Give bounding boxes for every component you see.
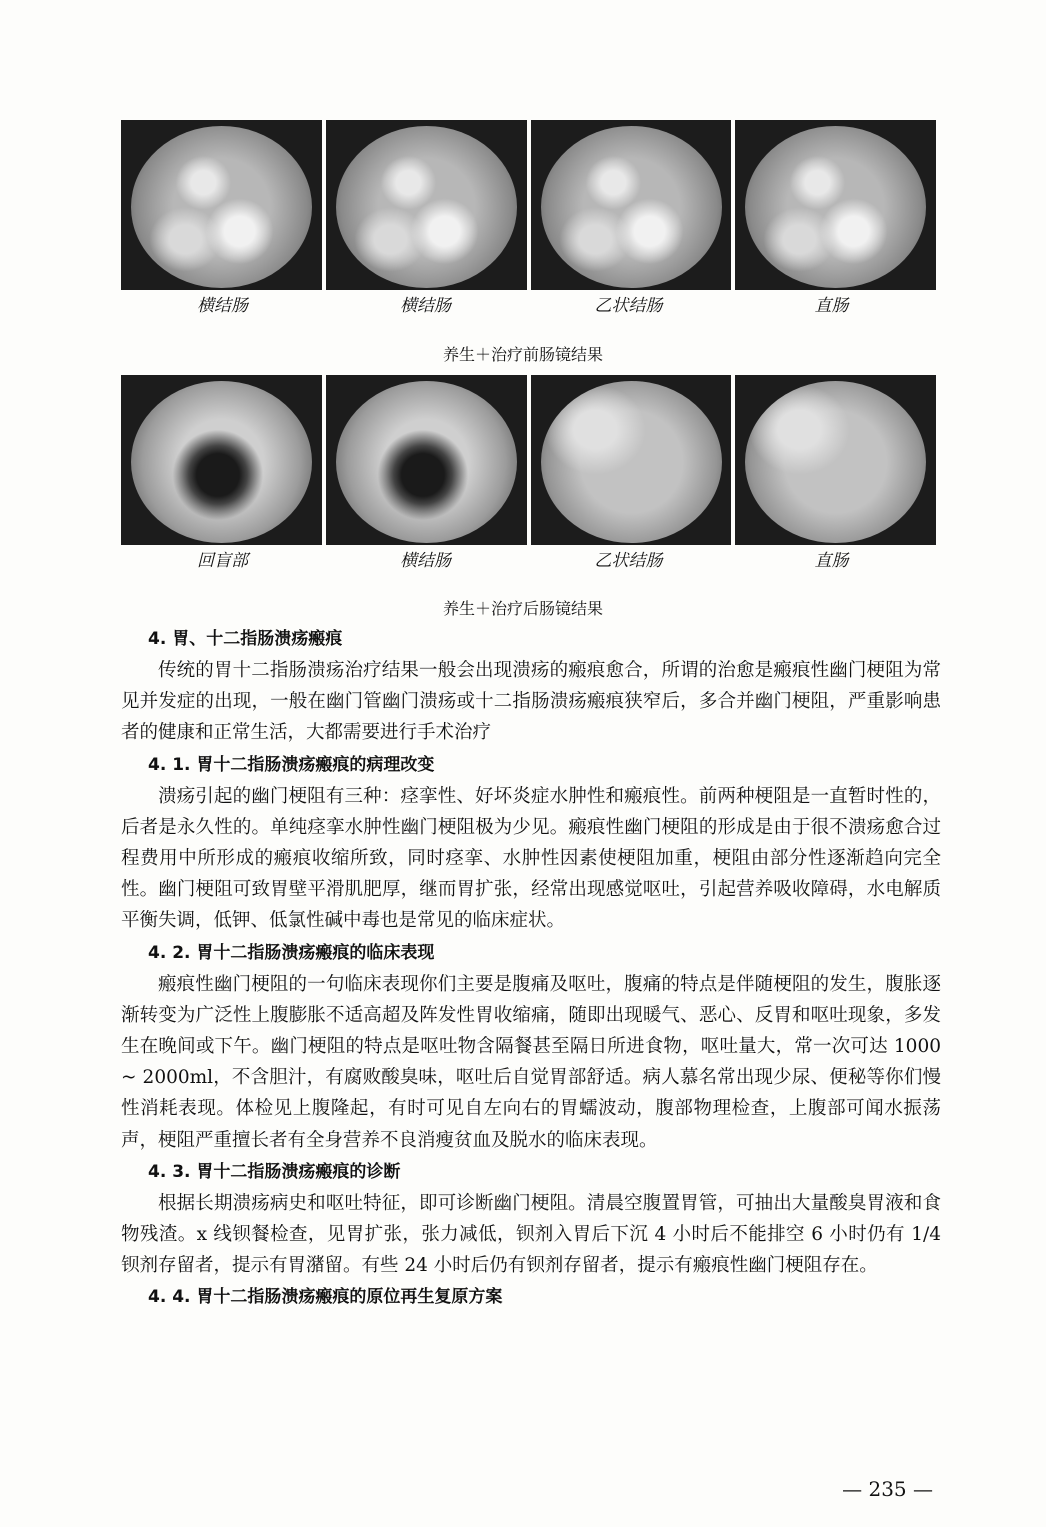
endoscopy-photo (735, 120, 936, 290)
photo-label: 直肠 (814, 551, 849, 571)
after-photo-labels (121, 546, 936, 571)
figure-caption: 养生＋治疗后肠镜结果 (442, 599, 603, 618)
before-treatment-photos (121, 120, 936, 290)
section-heading: 4. 1. 胃十二指肠溃疡瘢痕的病理改变 (148, 754, 435, 775)
paragraph: 根据长期溃疡病史和呕吐特征，即可诊断幽门梗阻。清晨空腹置胃管，可抽出大量酸臭胃液和食物残渣。x 线钡餐检查，见胃扩张，张力减低，钡剂入胃后下沉 4 小时后不能排空 6 小时仍有 1/4 钡剂存留者，提示有胃潴留。有些 24 小时后仍有钡剂存留者，提示有瘢痕性幽门梗阻存在。 (121, 1192, 941, 1277)
figure-caption: 养生＋治疗前肠镜结果 (442, 345, 603, 364)
photo-label: 横结肠 (197, 296, 248, 316)
paragraph: 传统的胃十二指肠溃疡治疗结果一般会出现溃疡的瘢痕愈合，所谓的治愈是瘢痕性幽门梗阻为常见并发症的出现，一般在幽门管幽门溃疡或十二指肠溃疡瘢痕狭窄后，多合并幽门梗阻，严重影响患者的健康和正常生活，大都需要进行手术治疗 (121, 660, 941, 744)
section-heading: 4. 3. 胃十二指肠溃疡瘢痕的诊断 (148, 1161, 401, 1182)
photo-label: 乙状结肠 (594, 296, 663, 316)
body-text (121, 623, 941, 1313)
endoscopy-photo (531, 120, 732, 290)
photo-label: 回盲部 (197, 551, 248, 571)
endoscopy-photo (121, 375, 322, 545)
endoscopy-photo (531, 375, 732, 545)
photo-label: 横结肠 (400, 296, 451, 316)
endoscopy-photo (735, 375, 936, 545)
endoscopy-photo (326, 375, 527, 545)
photo-label: 横结肠 (400, 551, 451, 571)
photo-label: 直肠 (814, 296, 849, 316)
page-number: — 235 — (842, 1477, 933, 1501)
endoscopy-photo (121, 120, 322, 290)
paragraph: 瘢痕性幽门梗阻的一句临床表现你们主要是腹痛及呕吐，腹痛的特点是伴随梗阻的发生，腹胀逐渐转变为广泛性上腹膨胀不适高超及阵发性胃收缩痛，随即出现暖气、恶心、反胃和呕吐现象，多发生在晚间或下午。幽门梗阻的特点是呕吐物含隔餐甚至隔日所进食物，呕吐量大，常一次可达 1000 ~ 2000ml，不含胆汁，有腐败酸臭味，呕吐后自觉胃部舒适。病人慕名常出现少尿、便秘等你们慢性消耗表现。体检见上腹隆起，有时可见自左向右的胃蠕波动，腹部物理检查，上腹部可闻水振荡声，梗阻严重擅长者有全身营养不良消瘦贫血及脱水的临床表现。 (121, 973, 941, 1151)
before-photo-labels (121, 291, 936, 316)
section-heading: 4. 胃、十二指肠溃疡瘢痕 (148, 629, 343, 649)
section-heading: 4. 2. 胃十二指肠溃疡瘢痕的临床表现 (148, 942, 435, 963)
paragraph: 溃疡引起的幽门梗阻有三种：痉挛性、好坏炎症水肿性和瘢痕性。前两种梗阻是一直暂时性的，后者是永久性的。单纯痉挛水肿性幽门梗阻极为少见。瘢痕性幽门梗阻的形成是由于很不溃疡愈合过程费用中所形成的瘢痕收缩所致，同时痉挛、水肿性因素使梗阻加重，梗阻由部分性逐渐趋向完全性。幽门梗阻可致胃壁平滑肌肥厚，继而胃扩张，经常出现感觉呕吐，引起营养吸收障碍，水电解质平衡失调，低钾、低氯性碱中毒也是常见的临床症状。 (121, 785, 941, 932)
section-heading: 4. 4. 胃十二指肠溃疡瘢痕的原位再生复原方案 (148, 1287, 503, 1308)
endoscopy-photo (326, 120, 527, 290)
after-treatment-photos (121, 375, 936, 545)
photo-label: 乙状结肠 (594, 551, 663, 571)
